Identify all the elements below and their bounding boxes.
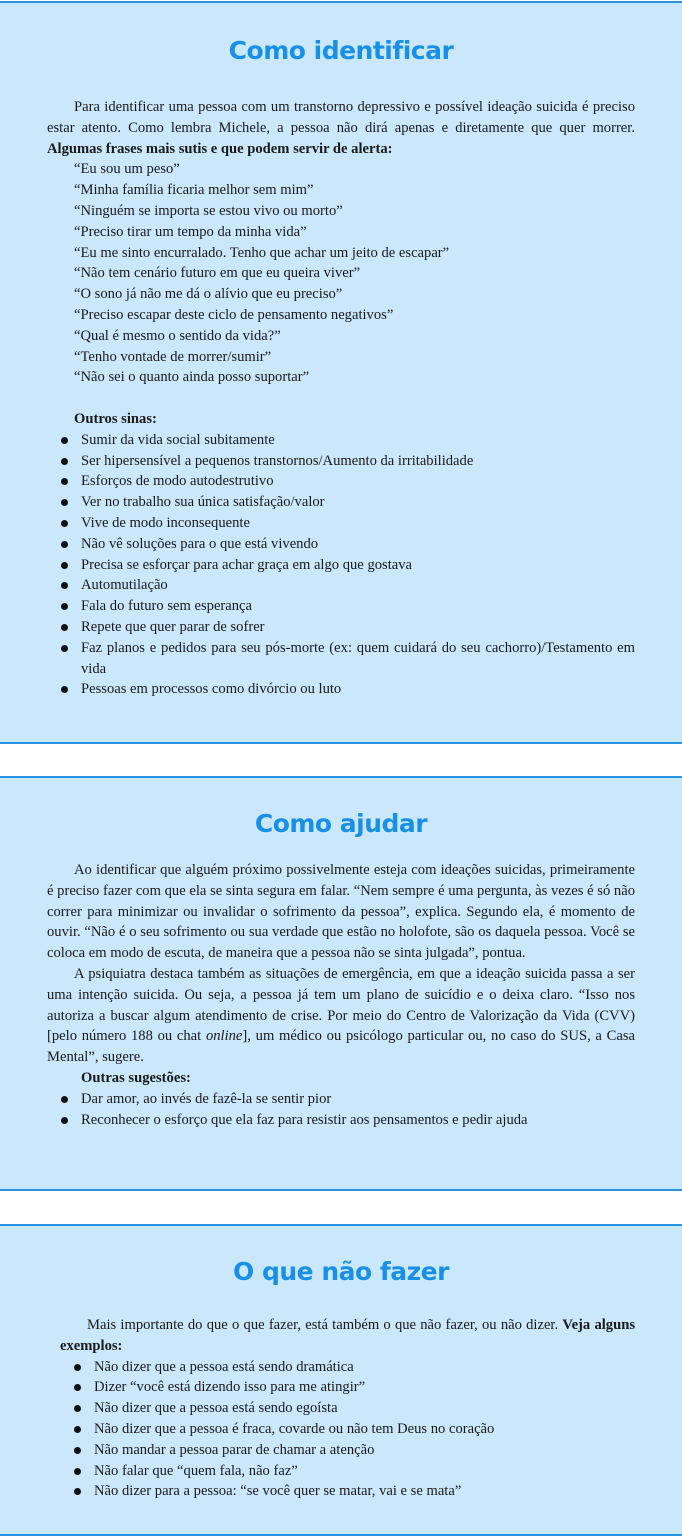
list-item-text: Dizer “você está dizendo isso para me atingir” [94,1379,366,1396]
bullet-icon [74,1447,81,1454]
bullet-icon [61,458,68,465]
section-title: Como identificar [228,36,454,65]
list-item-text: Faz planos e pedidos para seu pós-morte (ex: quem cuidará do seu cachorro)/Testamento em vida [81,639,635,677]
dont-do-list [60,1357,635,1503]
warning-phrase: “Tenho vontade de morrer/sumir” [74,348,272,365]
intro-bold-text: Algumas frases mais sutis e que podem servir de alerta: [47,140,393,157]
list-item [81,513,635,534]
list-item-text: Ver no trabalho sua única satisfação/valor [81,494,325,511]
bullet-icon [61,1117,68,1124]
paragraph [47,964,635,1068]
bullet-icon [61,603,68,610]
list-item [81,575,635,596]
list-item-text: Automutilação [81,577,168,594]
bullet-icon [61,1096,68,1103]
intro-paragraph [60,1315,635,1357]
bullet-icon [61,624,68,631]
paragraph: Ao identificar que alguém próximo possivelmente esteja com ideações suicidas, primeiramente é preciso fazer com que ela se sinta segura em falar. “Nem sempre é uma pergunta, às vezes é só não correr para minimizar ou invalidar o sofrimento da pessoa”, explica. Segundo ela, é momento de ouvir. “Não é o seu sofrimento ou sua verdade que estão no holofote, são os daquela pessoa. Você se coloca em modo de escuta, de maneira que a pessoa não se sinta julgada”, pontua. [47,862,635,962]
list-item-text: Ser hipersensível a pequenos transtornos/Aumento da irritabilidade [81,452,474,469]
list-item-text: Não falar que “quem fala, não faz” [94,1462,298,1479]
list-item-text: Não dizer que a pessoa está sendo dramática [94,1358,354,1375]
section-content [47,860,635,1130]
list-item-text: Não dizer para a pessoa: “se você quer se matar, vai e se mata” [94,1483,462,1500]
list-item-text: Sumir da vida social subitamente [81,431,275,448]
list-item [94,1377,635,1398]
spacer [47,388,635,409]
list-item [81,471,635,492]
warning-phrase: “Preciso escapar deste ciclo de pensamento negativos” [74,306,394,323]
list-item-text: Fala do futuro sem esperança [81,598,253,615]
bullet-icon [74,1468,81,1475]
list-item [81,430,635,451]
section-title: Como ajudar [254,809,428,838]
bullet-icon [74,1426,81,1433]
list-item [81,679,635,700]
list-item [94,1419,635,1440]
bullet-icon [61,582,68,589]
italic-text: online [205,1028,243,1045]
bullet-icon [74,1405,81,1412]
list-item-text: Não dizer que a pessoa está sendo egoísta [94,1400,338,1417]
bullet-icon [61,520,68,527]
warning-phrase: “O sono já não me dá o alívio que eu preciso” [74,286,343,303]
warning-phrase: “Preciso tirar um tempo da minha vida” [74,223,307,240]
intro-text: Para identificar uma pessoa com um transtorno depressivo e possível ideação suicida é preciso estar atento. Como lembra Michele, a pessoa não dirá apenas e diretamente que quer morrer. [47,99,635,136]
list-item [81,492,635,513]
list-item [94,1461,635,1482]
list-item-text: Precisa se esforçar para achar graça em algo que gostava [81,556,413,573]
bullet-icon [61,562,68,569]
list-item [81,638,635,680]
intro-bold-text: Veja alguns exemplos: [60,1317,635,1354]
bullet-icon [61,645,68,652]
list-item [81,451,635,472]
list-item-text: Não mandar a pessoa parar de chamar a atenção [94,1441,375,1458]
list-item [81,555,635,576]
bullet-icon [61,686,68,693]
warning-phrases-list [47,159,635,388]
intro-text: Mais importante do que o que fazer, está também o que não fazer, ou não dizer. [87,1317,563,1333]
warning-phrase: “Qual é mesmo o sentido da vida?” [74,327,281,344]
warning-phrase: “Eu me sinto encurralado. Tenho que achar um jeito de escapar” [74,244,450,261]
other-signs-list [47,430,635,700]
paragraph-text: A psiquiatra destaca também as situações de emergência, em que a ideação suicida passa a ser uma intenção suicida. Ou seja, a pessoa já tem um plano de suicídio e o deixa claro. “Isso nos autoriza a buscar algum atendimento de crise. Por meio do Centro de Valorização da Vida (CVV) [pelo número 188 ou chat [47,965,635,1045]
subheading: Outros sinas: [74,410,157,427]
list-item [94,1481,635,1502]
list-item-text: Repete que quer parar de sofrer [81,618,265,635]
paragraph-text: ], um médico ou psicólogo particular ou, no caso do SUS, a Casa Mental”, sugere. [47,1028,635,1066]
warning-phrase: “Ninguém se importa se estou vivo ou morto” [74,202,343,219]
list-item [94,1398,635,1419]
list-item-text: Reconhecer o esforço que ela faz para resistir aos pensamentos e pedir ajuda [81,1111,528,1128]
section-title: O que não fazer [233,1257,449,1286]
bullet-icon [74,1488,81,1495]
bullet-icon [61,541,68,548]
list-item-text: Esforços de modo autodestrutivo [81,473,274,490]
intro-paragraph [47,97,635,159]
bullet-icon [61,499,68,506]
list-item [81,596,635,617]
list-item [81,534,635,555]
suggestions-list [47,1089,635,1131]
list-item [94,1357,635,1378]
list-item [81,1110,635,1131]
bullet-icon [61,437,68,444]
warning-phrase: “Não sei o quanto ainda posso suportar” [74,369,310,386]
list-item [81,1089,635,1110]
list-item-text: Não dizer que a pessoa é fraca, covarde ou não tem Deus no coração [94,1420,495,1437]
section-como-ajudar [0,776,682,1191]
warning-phrase: “Minha família ficaria melhor sem mim” [74,182,314,199]
bullet-icon [61,478,68,485]
section-o-que-nao-fazer [0,1224,682,1536]
subheading: Outras sugestões: [81,1069,191,1086]
warning-phrase: “Não tem cenário futuro em que eu queira viver” [74,265,361,282]
bullet-icon [74,1384,81,1391]
list-item-text: Não vê soluções para o que está vivendo [81,535,319,552]
list-item-text: Dar amor, ao invés de fazê-la se sentir pior [81,1090,332,1107]
section-como-identificar [0,1,682,744]
list-item-text: Vive de modo inconsequente [81,514,250,531]
section-content [60,1315,635,1502]
warning-phrase: “Eu sou um peso” [74,161,180,178]
section-content [47,97,635,700]
list-item-text: Pessoas em processos como divórcio ou luto [81,681,342,698]
list-item [81,617,635,638]
list-item [94,1440,635,1461]
bullet-icon [74,1364,81,1371]
